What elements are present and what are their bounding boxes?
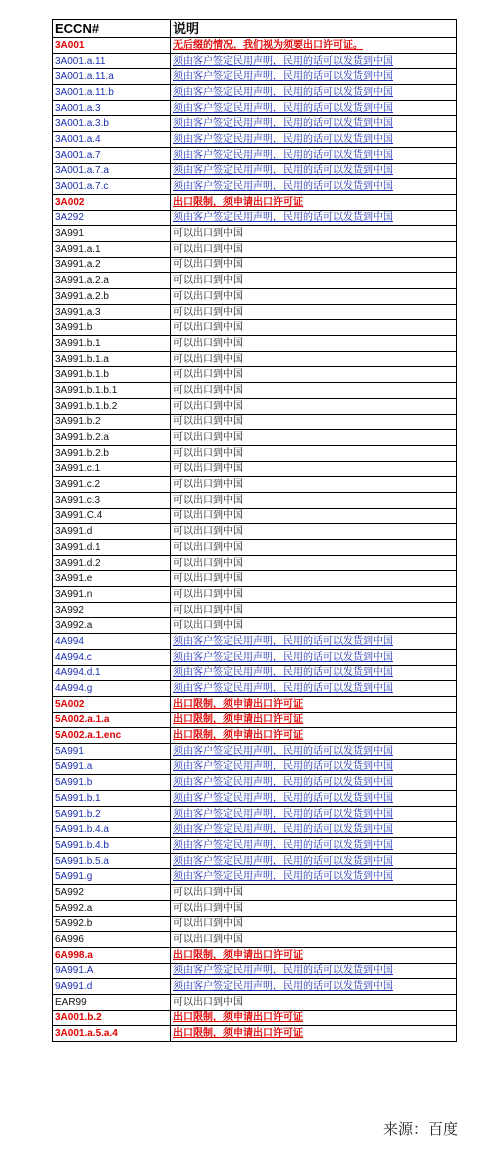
table-row [53,963,457,979]
eccn-code-cell: 5A992.b [53,916,171,932]
eccn-code-cell: 3A991.b.1.a [53,351,171,367]
table-row [53,712,457,728]
description-cell: 可以出口到中国 [171,994,457,1010]
description-cell: 无后缀的情况，我们视为须要出口许可证。 [171,38,457,54]
description-cell: 出口限制，须申请出口许可证 [171,1026,457,1042]
description-cell: 可以出口到中国 [171,900,457,916]
eccn-code-cell: 3A991.n [53,587,171,603]
description-cell: 须由客户签定民用声明，民用的话可以发货到中国 [171,775,457,791]
description-cell: 出口限制，须申请出口许可证 [171,194,457,210]
table-row [53,53,457,69]
table-row [53,38,457,54]
description-cell: 须由客户签定民用声明，民用的话可以发货到中国 [171,681,457,697]
table-row [53,85,457,101]
eccn-code-cell: 3A001.a.11.a [53,69,171,85]
description-cell: 可以出口到中国 [171,555,457,571]
description-cell: 须由客户签定民用声明，民用的话可以发货到中国 [171,634,457,650]
description-cell: 可以出口到中国 [171,602,457,618]
table-row [53,430,457,446]
header-description: 说明 [171,20,457,38]
table-row [53,994,457,1010]
eccn-code-cell: 6A996 [53,932,171,948]
table-row [53,916,457,932]
description-cell: 可以出口到中国 [171,508,457,524]
table-row [53,147,457,163]
table-row [53,492,457,508]
eccn-code-cell: 4A994 [53,634,171,650]
table-row [53,524,457,540]
table-row [53,414,457,430]
table-row [53,618,457,634]
description-cell: 须由客户签定民用声明，民用的话可以发货到中国 [171,163,457,179]
description-cell: 须由客户签定民用声明，民用的话可以发货到中国 [171,853,457,869]
eccn-code-cell: 3A001.a.7 [53,147,171,163]
table-row [53,257,457,273]
table-row [53,681,457,697]
description-cell: 须由客户签定民用声明，民用的话可以发货到中国 [171,806,457,822]
table-row [53,194,457,210]
table-row [53,743,457,759]
table-row [53,210,457,226]
eccn-code-cell: 5A991.a [53,759,171,775]
eccn-code-cell: 5A002 [53,696,171,712]
table-row [53,1026,457,1042]
eccn-code-cell: 3A001.a.11 [53,53,171,69]
table-row [53,728,457,744]
table-row [53,383,457,399]
eccn-code-cell: 5A991.b.5.a [53,853,171,869]
description-cell: 可以出口到中国 [171,367,457,383]
description-cell: 可以出口到中国 [171,398,457,414]
eccn-code-cell: 5A991.b.1 [53,791,171,807]
description-cell: 可以出口到中国 [171,461,457,477]
table-row [53,320,457,336]
description-cell: 须由客户签定民用声明，民用的话可以发货到中国 [171,210,457,226]
description-cell: 须由客户签定民用声明，民用的话可以发货到中国 [171,147,457,163]
eccn-code-cell: 3A991.C.4 [53,508,171,524]
table-row [53,226,457,242]
eccn-code-cell: 3A292 [53,210,171,226]
description-cell: 可以出口到中国 [171,273,457,289]
eccn-code-cell: 6A998.a [53,947,171,963]
eccn-code-cell: 9A991.d [53,979,171,995]
eccn-code-cell: 3A991.b.1.b.2 [53,398,171,414]
table-header-row [53,20,457,38]
table-row [53,806,457,822]
table-row [53,696,457,712]
description-cell: 可以出口到中国 [171,932,457,948]
table-row [53,477,457,493]
eccn-code-cell: 3A001.b.2 [53,1010,171,1026]
eccn-code-cell: 3A991.b.1.b.1 [53,383,171,399]
eccn-code-cell: 3A001.a.3.b [53,116,171,132]
eccn-table [52,19,457,1042]
table-row [53,367,457,383]
eccn-code-cell: 5A992 [53,885,171,901]
eccn-code-cell: 3A991.b.1 [53,336,171,352]
table-row [53,853,457,869]
table-row [53,634,457,650]
eccn-code-cell: 5A002.a.1.enc [53,728,171,744]
table-row [53,445,457,461]
table-row [53,336,457,352]
description-cell: 须由客户签定民用声明，民用的话可以发货到中国 [171,743,457,759]
description-cell: 出口限制，须申请出口许可证 [171,1010,457,1026]
table-row [53,932,457,948]
table-row [53,759,457,775]
table-row [53,900,457,916]
description-cell: 须由客户签定民用声明，民用的话可以发货到中国 [171,69,457,85]
table-row [53,947,457,963]
description-cell: 须由客户签定民用声明，民用的话可以发货到中国 [171,869,457,885]
description-cell: 可以出口到中国 [171,336,457,352]
description-cell: 可以出口到中国 [171,618,457,634]
eccn-code-cell: 3A991.d [53,524,171,540]
eccn-code-cell: 3A991.a.2.b [53,289,171,305]
eccn-code-cell: EAR99 [53,994,171,1010]
table-row [53,555,457,571]
table-row [53,540,457,556]
eccn-code-cell: 5A991.b.4.b [53,838,171,854]
description-cell: 可以出口到中国 [171,524,457,540]
eccn-code-cell: 5A992.a [53,900,171,916]
description-cell: 可以出口到中国 [171,304,457,320]
description-cell: 须由客户签定民用声明，民用的话可以发货到中国 [171,116,457,132]
table-row [53,1010,457,1026]
table-row [53,838,457,854]
eccn-code-cell: 3A001.a.7.a [53,163,171,179]
description-cell: 可以出口到中国 [171,351,457,367]
table-row [53,304,457,320]
eccn-code-cell: 3A991.a.3 [53,304,171,320]
table-row [53,116,457,132]
eccn-code-cell: 5A991.b.4.a [53,822,171,838]
eccn-code-cell: 3A992.a [53,618,171,634]
description-cell: 可以出口到中国 [171,414,457,430]
description-cell: 可以出口到中国 [171,320,457,336]
eccn-code-cell: 3A001.a.7.c [53,179,171,195]
table-row [53,273,457,289]
description-cell: 须由客户签定民用声明，民用的话可以发货到中国 [171,665,457,681]
eccn-code-cell: 3A002 [53,194,171,210]
description-cell: 须由客户签定民用声明，民用的话可以发货到中国 [171,179,457,195]
table-row [53,351,457,367]
eccn-code-cell: 3A991 [53,226,171,242]
eccn-code-cell: 5A002.a.1.a [53,712,171,728]
description-cell: 可以出口到中国 [171,477,457,493]
eccn-code-cell: 3A991.b.2.b [53,445,171,461]
table-row [53,289,457,305]
description-cell: 须由客户签定民用声明，民用的话可以发货到中国 [171,979,457,995]
table-row [53,665,457,681]
table-row [53,132,457,148]
table-row [53,100,457,116]
eccn-code-cell: 5A991 [53,743,171,759]
eccn-code-cell: 3A992 [53,602,171,618]
description-cell: 可以出口到中国 [171,587,457,603]
eccn-code-cell: 3A001.a.11.b [53,85,171,101]
description-cell: 出口限制，须申请出口许可证 [171,947,457,963]
table-row [53,602,457,618]
eccn-code-cell: 5A991.b.2 [53,806,171,822]
table-row [53,869,457,885]
table-row [53,508,457,524]
eccn-code-cell: 3A991.b.2.a [53,430,171,446]
table-row [53,822,457,838]
table-row [53,649,457,665]
eccn-code-cell: 3A991.a.2.a [53,273,171,289]
eccn-code-cell: 9A991.A [53,963,171,979]
eccn-code-cell: 3A001 [53,38,171,54]
description-cell: 可以出口到中国 [171,241,457,257]
description-cell: 须由客户签定民用声明，民用的话可以发货到中国 [171,649,457,665]
eccn-code-cell: 4A994.g [53,681,171,697]
table-row [53,241,457,257]
table-row [53,775,457,791]
description-cell: 可以出口到中国 [171,289,457,305]
eccn-table-body [53,20,457,1042]
table-row [53,587,457,603]
description-cell: 须由客户签定民用声明，民用的话可以发货到中国 [171,132,457,148]
eccn-code-cell: 4A994.d.1 [53,665,171,681]
description-cell: 可以出口到中国 [171,257,457,273]
eccn-code-cell: 3A991.d.1 [53,540,171,556]
description-cell: 可以出口到中国 [171,540,457,556]
description-cell: 可以出口到中国 [171,445,457,461]
eccn-code-cell: 3A991.b.1.b [53,367,171,383]
eccn-code-cell: 3A991.c.3 [53,492,171,508]
description-cell: 出口限制，须申请出口许可证 [171,712,457,728]
description-cell: 可以出口到中国 [171,885,457,901]
table-row [53,885,457,901]
eccn-code-cell: 3A991.c.1 [53,461,171,477]
eccn-code-cell: 3A991.e [53,571,171,587]
eccn-code-cell: 3A991.b.2 [53,414,171,430]
table-row [53,979,457,995]
eccn-code-cell: 3A001.a.5.a.4 [53,1026,171,1042]
description-cell: 须由客户签定民用声明，民用的话可以发货到中国 [171,822,457,838]
description-cell: 须由客户签定民用声明，民用的话可以发货到中国 [171,838,457,854]
eccn-code-cell: 3A991.d.2 [53,555,171,571]
eccn-code-cell: 3A991.a.1 [53,241,171,257]
eccn-code-cell: 4A994.c [53,649,171,665]
table-row [53,571,457,587]
description-cell: 可以出口到中国 [171,226,457,242]
description-cell: 可以出口到中国 [171,383,457,399]
eccn-code-cell: 3A991.b [53,320,171,336]
source-caption: 来源：百度 [382,1120,458,1138]
header-eccn: ECCN# [53,20,171,38]
description-cell: 可以出口到中国 [171,916,457,932]
eccn-code-cell: 3A001.a.4 [53,132,171,148]
table-row [53,398,457,414]
table-row [53,461,457,477]
eccn-code-cell: 3A991.c.2 [53,477,171,493]
description-cell: 出口限制，须申请出口许可证 [171,696,457,712]
eccn-code-cell: 3A001.a.3 [53,100,171,116]
description-cell: 须由客户签定民用声明，民用的话可以发货到中国 [171,53,457,69]
description-cell: 须由客户签定民用声明，民用的话可以发货到中国 [171,100,457,116]
description-cell: 须由客户签定民用声明，民用的话可以发货到中国 [171,759,457,775]
description-cell: 须由客户签定民用声明，民用的话可以发货到中国 [171,791,457,807]
table-row [53,179,457,195]
eccn-code-cell: 3A991.a.2 [53,257,171,273]
description-cell: 出口限制，须申请出口许可证 [171,728,457,744]
description-cell: 须由客户签定民用声明，民用的话可以发货到中国 [171,963,457,979]
description-cell: 可以出口到中国 [171,430,457,446]
description-cell: 可以出口到中国 [171,492,457,508]
eccn-code-cell: 5A991.b [53,775,171,791]
table-row [53,69,457,85]
table-row [53,163,457,179]
description-cell: 可以出口到中国 [171,571,457,587]
description-cell: 须由客户签定民用声明，民用的话可以发货到中国 [171,85,457,101]
table-row [53,791,457,807]
eccn-code-cell: 5A991.g [53,869,171,885]
